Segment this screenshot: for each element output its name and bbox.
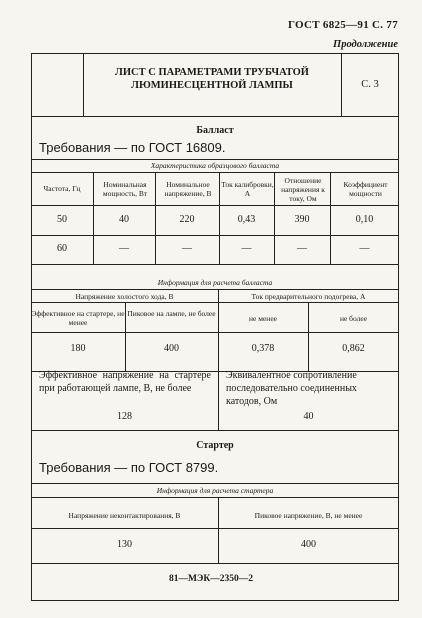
open-voltage-header: Напряжение холостого хода, В xyxy=(75,292,174,301)
value-peak: 400 xyxy=(164,343,179,354)
starter-col-peak: Пиковое напряжение, В, не менее xyxy=(254,511,363,520)
eff-voltage-text: Эффективное напряжение на стартере при работающей лампе, В, не более xyxy=(39,370,211,394)
value-min: 0,378 xyxy=(251,343,275,354)
value-effective: 180 xyxy=(70,343,86,354)
page-footer: 81—МЭК—2350—2 xyxy=(168,574,254,584)
ballast-requirements: Требования — по ГОСТ 16809. xyxy=(39,140,226,155)
char-table-caption: Характеристика образцового балласта xyxy=(150,161,280,170)
table-cell: 0,10 xyxy=(355,214,374,225)
sub-header-effective: Эффективное на стартере, не менее xyxy=(31,309,125,327)
col-frequency: Частота, Гц xyxy=(43,184,81,193)
table-cell: 50 xyxy=(57,214,67,225)
starter-value-nonconduct: 130 xyxy=(117,539,132,550)
col-calibration-current: Ток калибровки, А xyxy=(221,180,274,198)
ballast-heading: Балласт xyxy=(196,125,234,136)
equiv-resistance-text: Эквивалентное сопротивление последовательно соединенных катодов, Ом xyxy=(226,370,357,407)
sheet-title-line2: ЛЮМИНЕСЦЕНТНОЙ ЛАМПЫ xyxy=(131,80,293,91)
eff-voltage-value: 128 xyxy=(117,411,132,422)
table-cell: 390 xyxy=(294,214,310,225)
starter-heading: Стартер xyxy=(196,440,234,451)
starter-col-nonconduct: Напряжение неконтактирования, В xyxy=(68,511,181,520)
sheet-title-line1: ЛИСТ С ПАРАМЕТРАМИ ТРУБЧАТОЙ xyxy=(115,67,309,78)
col-voltage-current-ratio: Отношение напряжения к току, Ом xyxy=(281,176,325,203)
ballast-calc-caption: Информация для расчета балласта xyxy=(157,278,273,287)
starter-requirements: Требования — по ГОСТ 8799. xyxy=(39,460,219,475)
sub-header-min: не менее xyxy=(249,314,277,323)
table-cell: — xyxy=(359,243,370,254)
page-header: ГОСТ 6825—91 С. 77 xyxy=(287,19,398,31)
starter-value-peak: 400 xyxy=(301,539,316,550)
sheet-title-block xyxy=(31,53,399,116)
starter-calc-caption: Информация для расчета стартера xyxy=(156,486,274,495)
table-cell: 220 xyxy=(179,214,195,225)
col-power-factor: Коэффициент мощности xyxy=(343,180,388,198)
preheat-current-header: Ток предварительного подогрева, А xyxy=(251,292,366,301)
table-cell: — xyxy=(119,243,129,254)
sheet-page-number: С. 3 xyxy=(361,79,379,90)
sub-header-peak: Пиковое на лампе, не более xyxy=(127,309,216,318)
value-max: 0,862 xyxy=(342,343,365,354)
table-cell: 60 xyxy=(57,243,67,254)
table-cell: — xyxy=(182,243,192,254)
table-cell: 40 xyxy=(119,214,129,225)
col-voltage: Номинальное напряжение, В xyxy=(164,180,212,198)
col-power: Номинальная мощность, Вт xyxy=(102,180,148,198)
table-cell: — xyxy=(241,243,252,254)
table-cell: — xyxy=(297,243,307,254)
continuation-label: Продолжение xyxy=(333,39,398,50)
sub-header-max: не более xyxy=(339,314,368,323)
equiv-resistance-value: 40 xyxy=(303,411,314,422)
sheet-title xyxy=(83,66,341,92)
table-cell: 0,43 xyxy=(237,214,256,225)
